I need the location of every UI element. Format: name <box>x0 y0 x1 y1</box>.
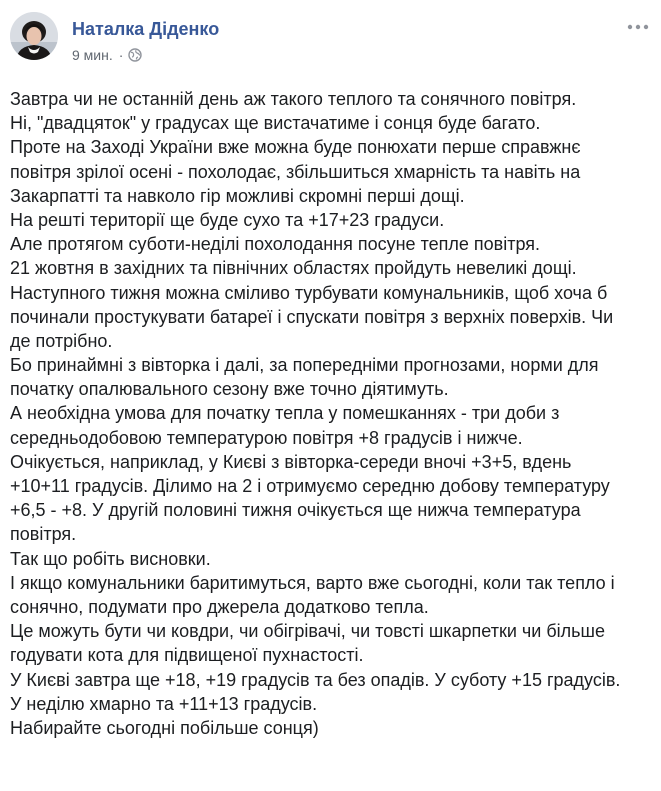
post-text-line: де потрібно. <box>10 330 113 351</box>
post-text-line: У Києві завтра ще +18, +19 градусів та без опадів. У суботу +15 градусів. <box>10 669 621 690</box>
post-text-line: У неділю хмарно та +11+13 градусів. <box>10 693 318 714</box>
avatar-photo <box>10 12 58 60</box>
post-text-line: Це можуть бути чи ковдри, чи обігрівачі, чи товсті шкарпетки чи більше <box>10 621 605 642</box>
post-text-line: починали простукувати батареї і спускати повітря з верхніх поверхів. Чи <box>10 306 614 327</box>
post-text-line: Набирайте сьогодні побільше сонця) <box>10 717 319 738</box>
post-timestamp[interactable]: 9 мин. <box>72 47 113 63</box>
post-author-name[interactable]: Наталка Діденко <box>72 19 220 39</box>
post-text-line: Так що робіть висновки. <box>10 548 211 569</box>
post-text-line: Очікується, наприклад, у Києві з вівторка-середи вночі +3+5, вдень <box>10 451 572 472</box>
post-text-line: сонячно, подумати про джерела додатково тепла. <box>10 596 429 617</box>
post-text-line: Ні, "двадцяток" у градусах ще вистачатиме і сонця буде багато. <box>10 113 541 134</box>
meta-separator: · <box>118 47 124 63</box>
post-text-line: Але протягом суботи-неділі похолодання посуне тепле повітря. <box>10 234 540 255</box>
post-text-line: На решті території ще буде сухо та +17+23 градуси. <box>10 209 445 230</box>
globe-icon[interactable] <box>128 48 142 62</box>
post-text-line: Наступного тижня можна сміливо турбувати комунальників, щоб хоча б <box>10 282 608 303</box>
post-text-line: Закарпатті та навколо гір можливі скромні перші дощі. <box>10 185 465 206</box>
post-text <box>10 87 655 740</box>
post-text-line: +6,5 - +8. У другій половині тижня очікується ще нижча температура <box>10 500 581 521</box>
post-text-line: Проте на Заході України вже можна буде понюхати перше справжнє <box>10 137 581 158</box>
avatar[interactable] <box>10 12 58 60</box>
post-text-line: Завтра чи не останній день аж такого теплого та сонячного повітря. <box>10 89 577 109</box>
post-text-line: І якщо комунальники баритимуться, варто вже сьогодні, коли так тепло і <box>10 572 615 593</box>
post-text-line: годувати кота для підвищеної пухнастості. <box>10 645 364 666</box>
post-text-line: початку опалювального сезону вже точно діятимуть. <box>10 379 449 400</box>
post-text-line: повітря зрілої осені - похолодає, збільшиться хмарність та навіть на <box>10 161 581 182</box>
post-text-line: +10+11 градусів. Ділимо на 2 і отримуємо середню добову температуру <box>10 476 610 496</box>
more-options-icon[interactable] <box>626 19 650 35</box>
post-meta <box>72 47 142 63</box>
post-text-line: А необхідна умова для початку тепла у помешканнях - три доби з <box>10 403 560 424</box>
post-text-line: повітря. <box>10 524 77 545</box>
post-text-line: Бо принаймні з вівторка і далі, за попередніми прогнозами, норми для <box>10 355 599 376</box>
post-text-line: 21 жовтня в західних та північних областях пройдуть невеликі дощі. <box>10 258 577 279</box>
post-text-line: середньодобовою температурою повітря +8 градусів і нижче. <box>10 427 523 448</box>
